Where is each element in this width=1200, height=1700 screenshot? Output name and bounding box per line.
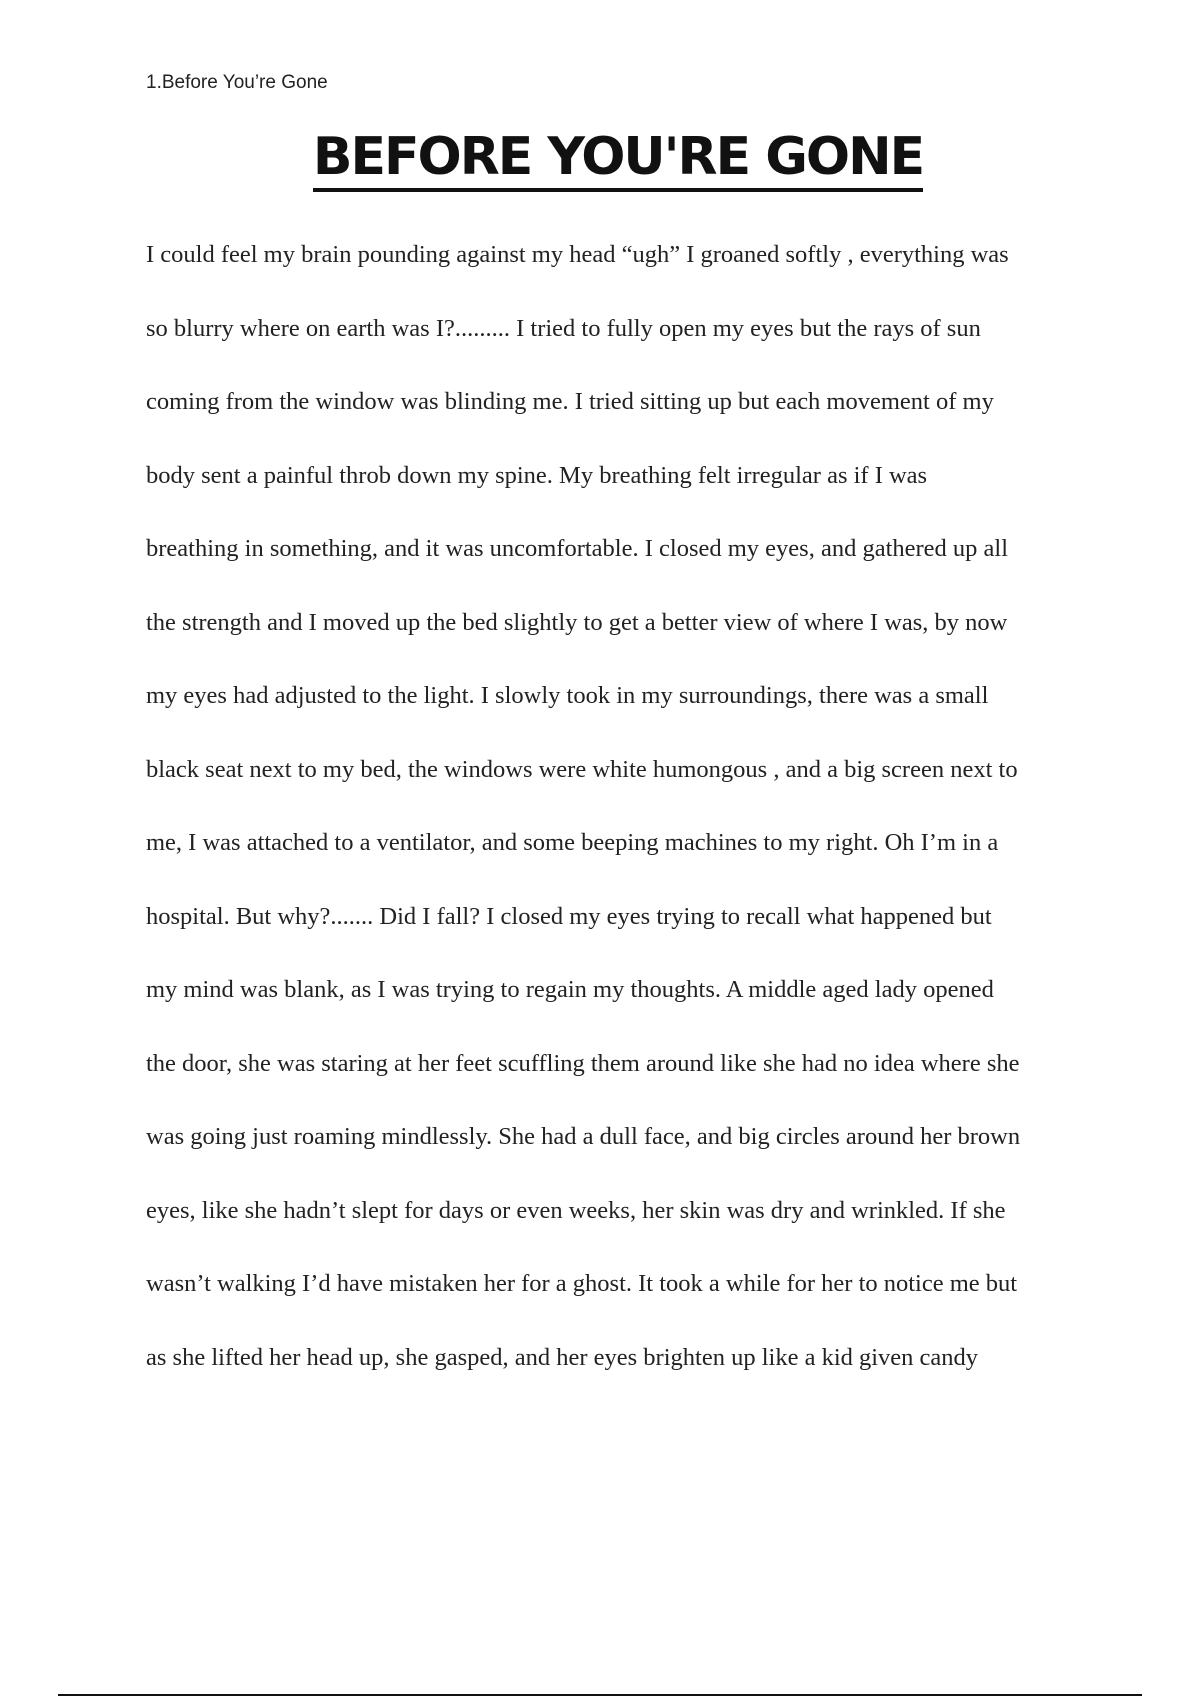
body-text-line: so blurry where on earth was I?......... I tried to fully open my eyes but the rays of sun — [146, 314, 981, 342]
running-header: 1.Before You’re Gone — [146, 72, 328, 93]
body-text-line: I could feel my brain pounding against my head “ugh” I groaned softly , everything was — [146, 241, 1009, 268]
body-text-line: wasn’t walking I’d have mistaken her for a ghost. It took a while for her to notice me but — [146, 1270, 1018, 1297]
body-text-line: coming from the window was blinding me. I tried sitting up but each movement of my — [146, 388, 994, 415]
body-text-line: black seat next to my bed, the windows were white humongous , and a big screen next to — [146, 755, 1018, 783]
body-text-line: the strength and I moved up the bed slightly to get a better view of where I was, by now — [146, 608, 1008, 636]
body-text-line: as she lifted her head up, she gasped, and her eyes brighten up like a kid given candy — [146, 1343, 979, 1371]
body-text-line: my eyes had adjusted to the light. I slowly took in my surroundings, there was a small — [146, 682, 989, 709]
body-text-line: body sent a painful throb down my spine. My breathing felt irregular as if I was — [146, 461, 928, 489]
body-text-line: me, I was attached to a ventilator, and some beeping machines to my right. Oh I’m in a — [146, 829, 999, 856]
body-text-line: breathing in something, and it was uncomfortable. I closed my eyes, and gathered up all — [146, 535, 1009, 562]
document-title-text: BEFORE YOU'RE GONE — [313, 126, 923, 192]
footer-rule — [58, 1694, 1142, 1696]
body-text-line: the door, she was staring at her feet scuffling them around like she had no idea where she — [146, 1049, 1020, 1077]
document-title — [0, 126, 1200, 192]
body-text-line: was going just roaming mindlessly. She had a dull face, and big circles around her brown — [146, 1123, 1021, 1150]
body-text-line: my mind was blank, as I was trying to regain my thoughts. A middle aged lady opened — [146, 976, 994, 1003]
body-text-line: hospital. But why?....... Did I fall? I closed my eyes trying to recall what happened but — [146, 902, 992, 930]
body-text-line: eyes, like she hadn’t slept for days or even weeks, her skin was dry and wrinkled. If she — [146, 1196, 1006, 1224]
